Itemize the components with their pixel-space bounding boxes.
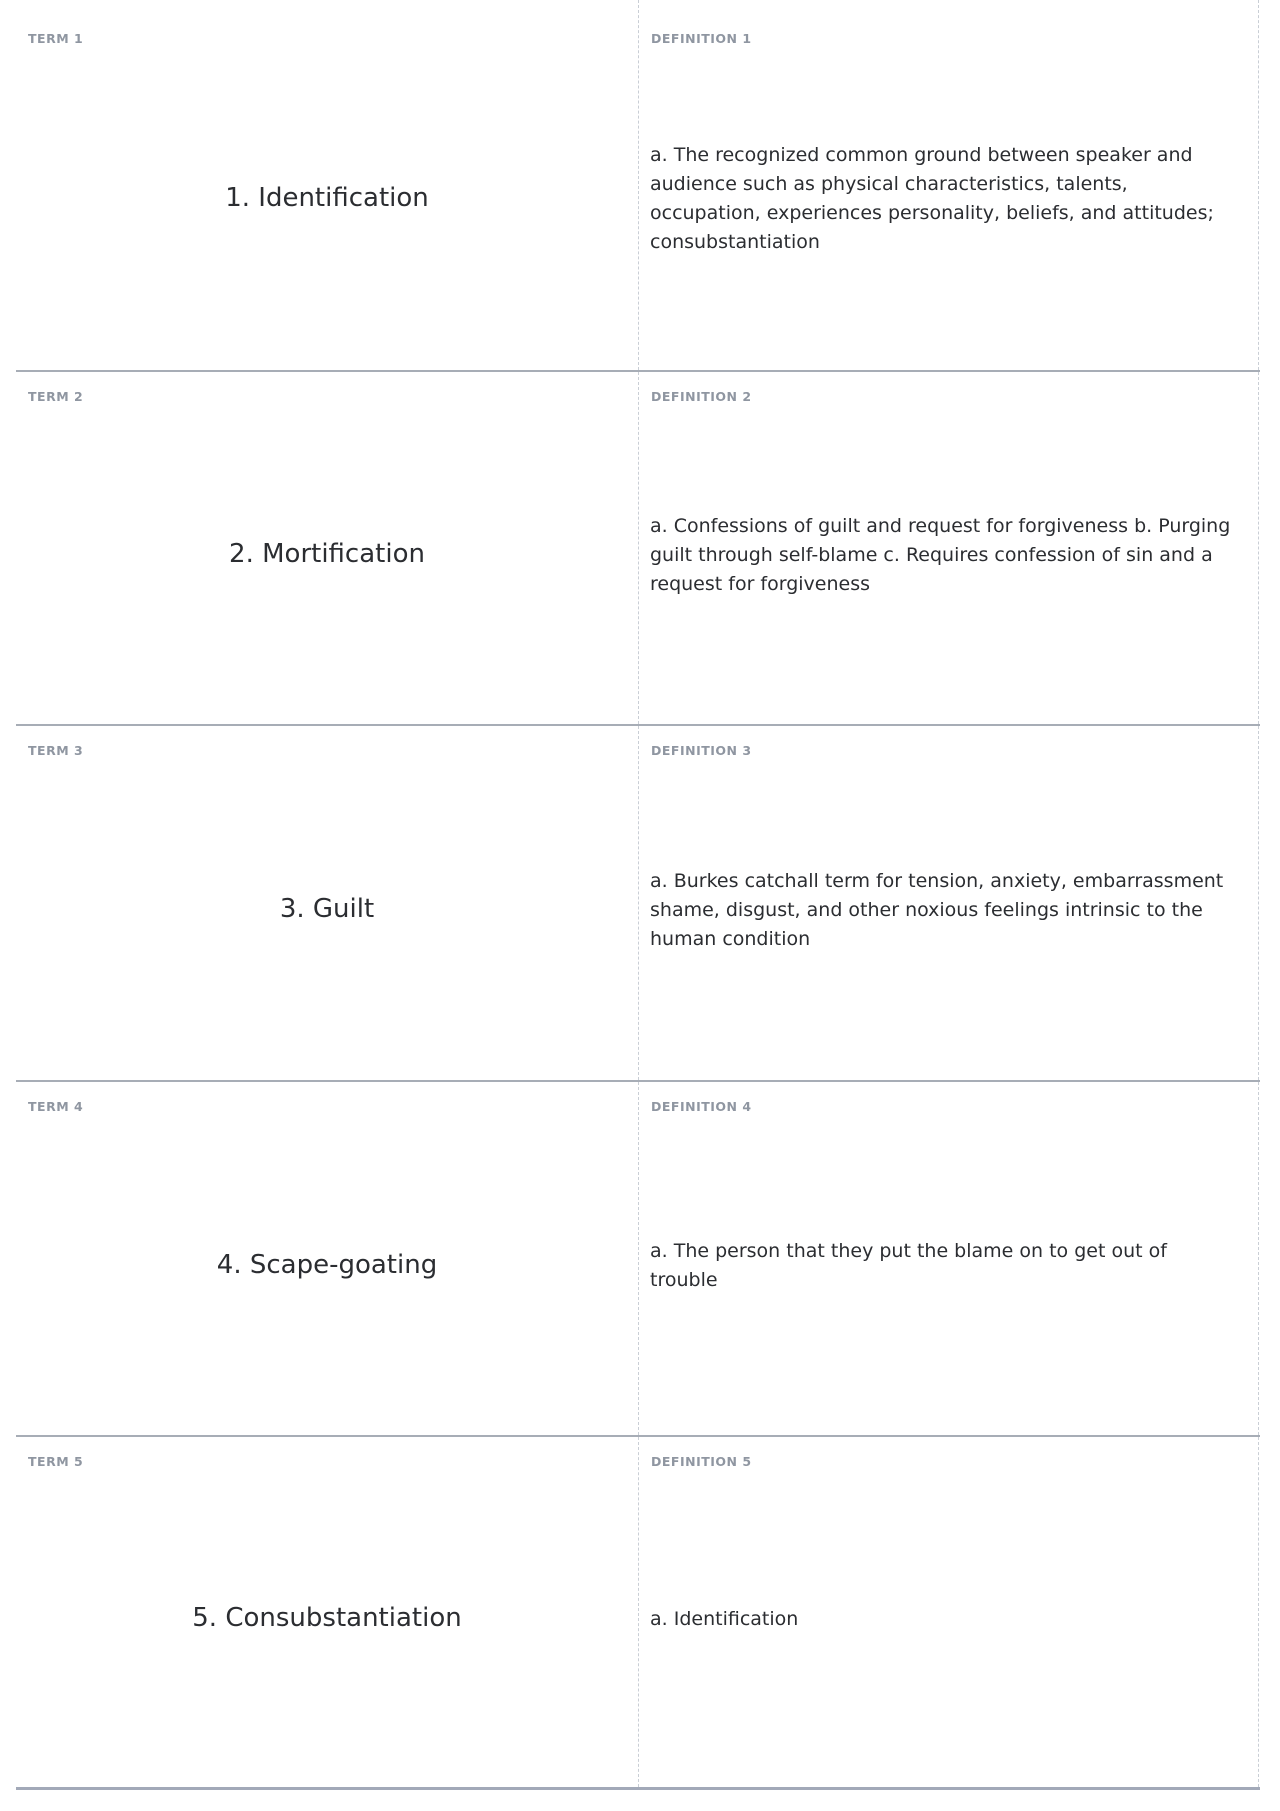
card-row [16, 0, 1260, 372]
definition-cell [639, 726, 1259, 1080]
term-header: TERM 2 [28, 389, 84, 404]
term-cell [16, 0, 639, 370]
card-row [16, 726, 1260, 1082]
term-text: 3. Guilt [279, 894, 375, 925]
flashcard-sheet [16, 0, 1260, 1790]
definition-text: a. The recognized common ground between speaker and audience such as physical characteristics, talents, occupation, experiences personality, beliefs, and attitudes; consubstantiation [650, 144, 1214, 253]
definition-body [639, 404, 1258, 724]
term-cell [16, 726, 639, 1080]
term-text: 5. Consubstantiation [192, 1603, 462, 1634]
definition-cell [639, 0, 1259, 370]
card-row [16, 372, 1260, 726]
term-body [16, 404, 638, 724]
definition-header: DEFINITION 4 [651, 1099, 752, 1114]
definition-text: a. Confessions of guilt and request for forgiveness b. Purging guilt through self-blame c. Requires confession of sin and a request for forgiveness [650, 514, 1231, 595]
term-body [16, 1114, 638, 1435]
definition-header: DEFINITION 2 [651, 389, 752, 404]
definition-cell [639, 372, 1259, 724]
definition-body [639, 758, 1258, 1080]
card-row [16, 1437, 1260, 1790]
definition-header: DEFINITION 1 [651, 31, 752, 46]
card-row [16, 1082, 1260, 1437]
definition-header: DEFINITION 3 [651, 743, 752, 758]
definition-text: a. Burkes catchall term for tension, anxiety, embarrassment shame, disgust, and other noxious feelings intrinsic to the human condition [650, 869, 1224, 950]
definition-header: DEFINITION 5 [651, 1454, 752, 1469]
definition-body [639, 46, 1258, 370]
term-text: 1. Identification [225, 183, 429, 214]
term-header: TERM 5 [28, 1454, 84, 1469]
definition-text: a. Identification [650, 1607, 799, 1630]
definition-body [639, 1114, 1258, 1435]
term-body [16, 1469, 638, 1787]
term-cell [16, 1082, 639, 1435]
term-cell [16, 1437, 639, 1787]
term-body [16, 758, 638, 1080]
term-text: 4. Scape-goating [216, 1249, 438, 1280]
term-header: TERM 1 [28, 31, 84, 46]
definition-body [639, 1469, 1258, 1787]
definition-cell [639, 1082, 1259, 1435]
term-body [16, 46, 638, 370]
term-header: TERM 3 [28, 743, 84, 758]
term-cell [16, 372, 639, 724]
definition-cell [639, 1437, 1259, 1787]
term-text: 2. Mortification [229, 539, 425, 570]
term-header: TERM 4 [28, 1099, 84, 1114]
definition-text: a. The person that they put the blame on to get out of trouble [650, 1239, 1167, 1291]
